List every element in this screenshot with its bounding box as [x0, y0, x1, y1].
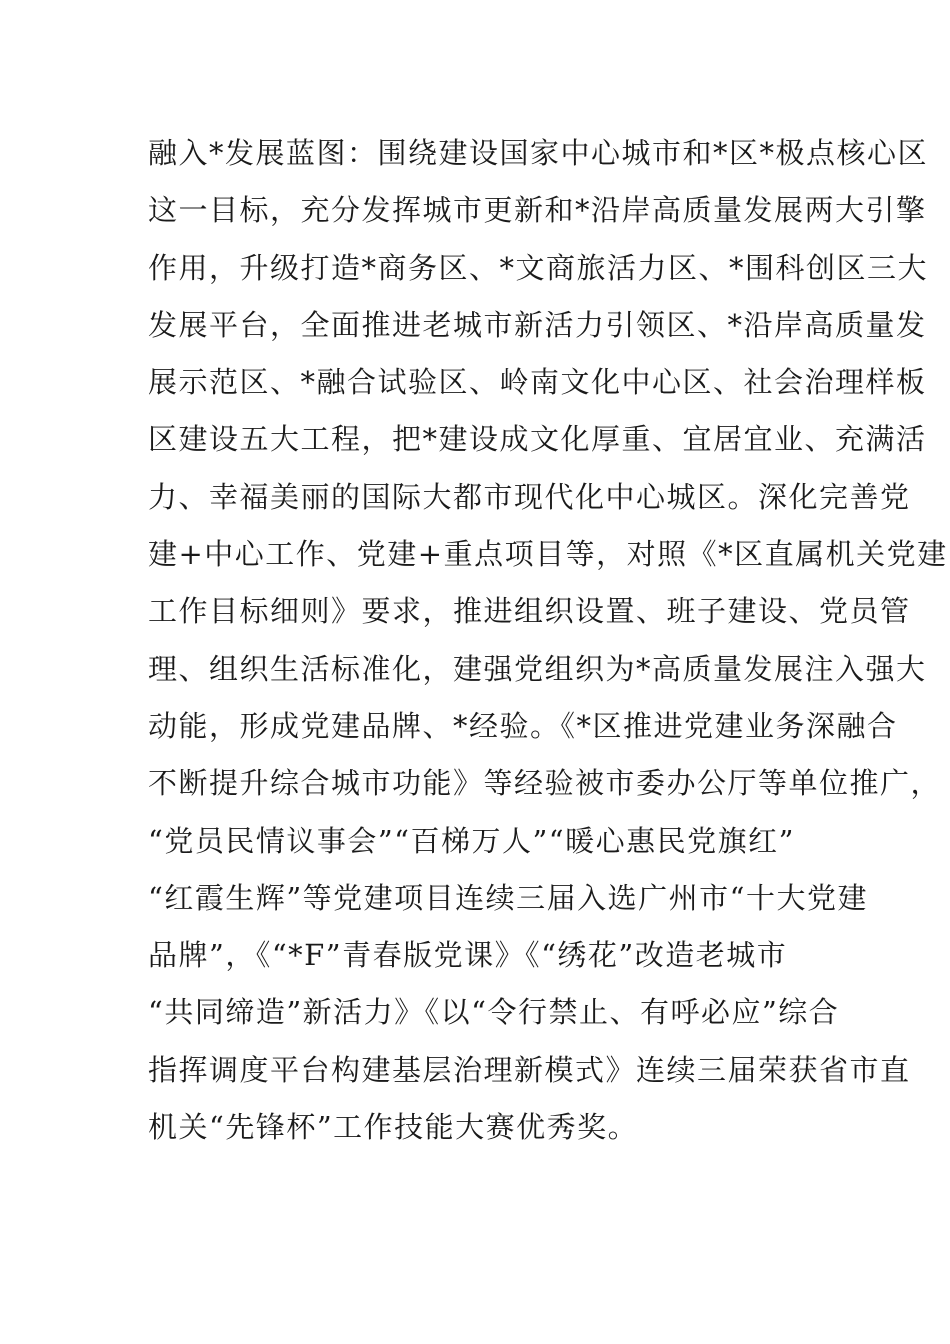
paragraph-line: 建+中心工作、党建+重点项目等，对照《*区直属机关党建	[148, 537, 948, 572]
paragraph-line: 作用，升级打造*商务区、*文商旅活力区、*围科创区三大	[148, 250, 929, 285]
paragraph-line: 这一目标，充分发挥城市更新和*沿岸高质量发展两大引擎	[148, 193, 927, 228]
paragraph-line: 展示范区、*融合试验区、岭南文化中心区、社会治理样板	[148, 365, 927, 400]
paragraph-line: “共同缔造”新活力》《以“令行禁止、有呼必应”综合	[148, 995, 840, 1030]
paragraph-line: 区建设五大工程，把*建设成文化厚重、宜居宜业、充满活	[148, 422, 927, 457]
paragraph-line: 力、幸福美丽的国际大都市现代化中心城区。深化完善党	[148, 479, 911, 514]
paragraph-line: 不断提升综合城市功能》等经验被市委办公厅等单位推广，	[148, 766, 942, 801]
paragraph-line: 理、组织生活标准化，建强党组织为*高质量发展注入强大	[148, 651, 927, 686]
paragraph-line: 动能，形成党建品牌、*经验。《*区推进党建业务深融合	[148, 708, 898, 743]
paragraph-line: 工作目标细则》要求，推进组织设置、班子建设、党员管	[148, 594, 911, 629]
paragraph-line: 指挥调度平台构建基层治理新模式》连续三届荣获省市直	[148, 1052, 911, 1087]
paragraph-line: “红霞生辉”等党建项目连续三届入选广州市“十大党建	[148, 880, 868, 915]
body-paragraph	[148, 131, 948, 1162]
paragraph-line: 融入*发展蓝图：围绕建设国家中心城市和*区*极点核心区	[148, 136, 929, 170]
paragraph-line: “党员民情议事会”“百梯万人”“暖心惠民党旗红”	[148, 823, 795, 858]
paragraph-line: 机关“先锋杯”工作技能大赛优秀奖。	[148, 1110, 639, 1145]
paragraph-line: 发展平台，全面推进老城市新活力引领区、*沿岸高质量发	[148, 307, 927, 342]
paragraph-line: 品牌”，《“*F”青春版党课》《“绣花”改造老城市	[148, 938, 788, 973]
